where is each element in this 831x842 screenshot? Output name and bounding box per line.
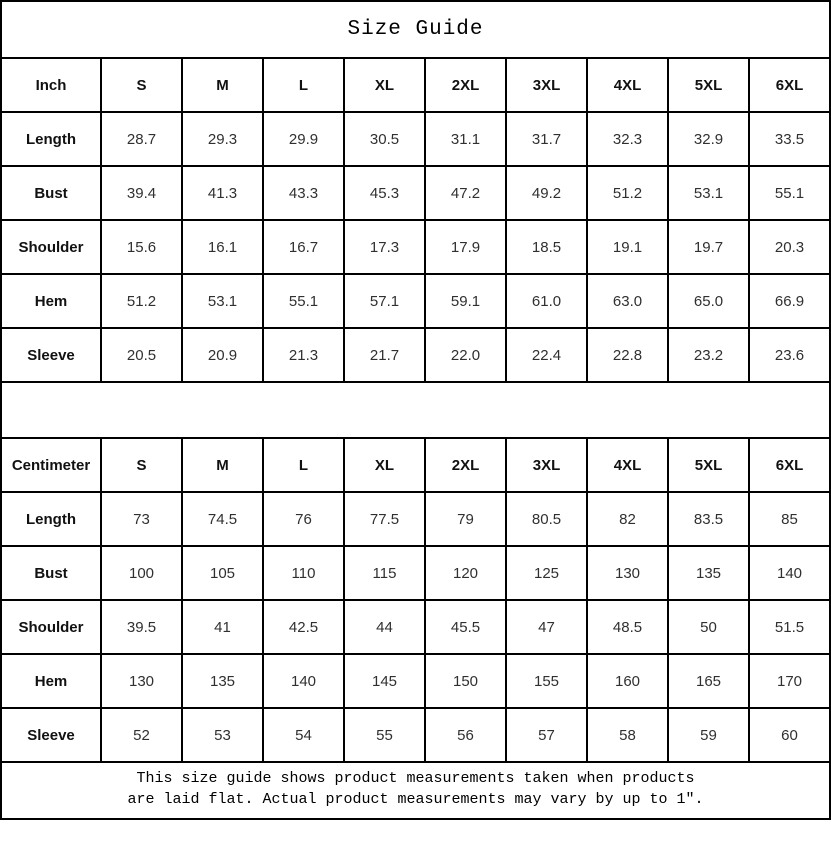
measurement-cell: 74.5	[182, 492, 263, 546]
table-row	[1, 328, 830, 382]
footnote-line-1: This size guide shows product measurements taken when products	[136, 770, 695, 787]
measurement-cell: 53.1	[182, 274, 263, 328]
size-column-header: 6XL	[749, 438, 830, 492]
measurement-cell: 135	[182, 654, 263, 708]
measurement-cell: 45.3	[344, 166, 425, 220]
size-column-header: S	[101, 438, 182, 492]
size-column-header: M	[182, 438, 263, 492]
measurement-cell: 150	[425, 654, 506, 708]
measurement-cell: 47	[506, 600, 587, 654]
size-column-header: XL	[344, 438, 425, 492]
measurement-cell: 59	[668, 708, 749, 762]
measurement-cell: 20.9	[182, 328, 263, 382]
measurement-cell: 23.6	[749, 328, 830, 382]
measurement-cell: 54	[263, 708, 344, 762]
measurement-cell: 85	[749, 492, 830, 546]
measure-row-label: Sleeve	[1, 708, 101, 762]
table-row	[1, 600, 830, 654]
size-column-header: 4XL	[587, 58, 668, 112]
measurement-cell: 47.2	[425, 166, 506, 220]
measure-row-label: Hem	[1, 654, 101, 708]
size-column-header: 5XL	[668, 438, 749, 492]
measurement-cell: 57.1	[344, 274, 425, 328]
measurement-cell: 52	[101, 708, 182, 762]
measurement-cell: 32.9	[668, 112, 749, 166]
measurement-cell: 51.5	[749, 600, 830, 654]
measurement-cell: 18.5	[506, 220, 587, 274]
measure-row-label: Sleeve	[1, 328, 101, 382]
header-row	[1, 438, 830, 492]
measurement-cell: 48.5	[587, 600, 668, 654]
measure-row-label: Shoulder	[1, 220, 101, 274]
measurement-cell: 29.9	[263, 112, 344, 166]
measure-row-label: Bust	[1, 546, 101, 600]
measurement-cell: 21.7	[344, 328, 425, 382]
measurement-cell: 130	[587, 546, 668, 600]
measurement-cell: 100	[101, 546, 182, 600]
measurement-cell: 33.5	[749, 112, 830, 166]
measurement-cell: 135	[668, 546, 749, 600]
size-column-header: S	[101, 58, 182, 112]
table-row	[1, 546, 830, 600]
measurement-cell: 65.0	[668, 274, 749, 328]
unit-header-cell: Centimeter	[1, 438, 101, 492]
measure-row-label: Length	[1, 112, 101, 166]
measurement-cell: 17.3	[344, 220, 425, 274]
measurement-cell: 56	[425, 708, 506, 762]
measurement-cell: 145	[344, 654, 425, 708]
measurement-cell: 160	[587, 654, 668, 708]
measurement-cell: 44	[344, 600, 425, 654]
measurement-cell: 83.5	[668, 492, 749, 546]
size-column-header: 3XL	[506, 58, 587, 112]
measurement-cell: 19.1	[587, 220, 668, 274]
measure-row-label: Shoulder	[1, 600, 101, 654]
measurement-cell: 58	[587, 708, 668, 762]
footnote-line-2: are laid flat. Actual product measurements may vary by up to 1″.	[127, 791, 704, 808]
measure-row-label: Hem	[1, 274, 101, 328]
measure-row-label: Bust	[1, 166, 101, 220]
table-row	[1, 708, 830, 762]
measurement-cell: 20.3	[749, 220, 830, 274]
measurement-cell: 29.3	[182, 112, 263, 166]
measurement-cell: 41	[182, 600, 263, 654]
measurement-cell: 23.2	[668, 328, 749, 382]
table-row	[1, 112, 830, 166]
header-row	[1, 58, 830, 112]
measurement-cell: 19.7	[668, 220, 749, 274]
measurement-cell: 22.0	[425, 328, 506, 382]
measurement-cell: 55	[344, 708, 425, 762]
measurement-cell: 165	[668, 654, 749, 708]
size-column-header: 2XL	[425, 58, 506, 112]
unit-header-cell: Inch	[1, 58, 101, 112]
measurement-cell: 120	[425, 546, 506, 600]
measurement-cell: 73	[101, 492, 182, 546]
measurement-cell: 17.9	[425, 220, 506, 274]
page-title: Size Guide	[0, 0, 831, 57]
measurement-cell: 125	[506, 546, 587, 600]
size-column-header: 3XL	[506, 438, 587, 492]
table-row	[1, 274, 830, 328]
measurement-cell: 140	[263, 654, 344, 708]
measurement-cell: 22.4	[506, 328, 587, 382]
centimeter-size-table	[0, 437, 831, 763]
measurement-cell: 170	[749, 654, 830, 708]
table-spacer	[0, 383, 831, 437]
inch-size-table	[0, 57, 831, 383]
measurement-cell: 80.5	[506, 492, 587, 546]
measurement-cell: 61.0	[506, 274, 587, 328]
measurement-cell: 39.4	[101, 166, 182, 220]
measurement-cell: 105	[182, 546, 263, 600]
size-column-header: 5XL	[668, 58, 749, 112]
measurement-cell: 31.7	[506, 112, 587, 166]
measure-row-label: Length	[1, 492, 101, 546]
measurement-cell: 30.5	[344, 112, 425, 166]
measurement-cell: 59.1	[425, 274, 506, 328]
measurement-cell: 49.2	[506, 166, 587, 220]
measurement-cell: 110	[263, 546, 344, 600]
measurement-cell: 45.5	[425, 600, 506, 654]
measurement-cell: 60	[749, 708, 830, 762]
measurement-cell: 55.1	[263, 274, 344, 328]
measurement-cell: 82	[587, 492, 668, 546]
measurement-cell: 76	[263, 492, 344, 546]
measurement-cell: 140	[749, 546, 830, 600]
measurement-cell: 63.0	[587, 274, 668, 328]
measurement-cell: 21.3	[263, 328, 344, 382]
size-column-header: 6XL	[749, 58, 830, 112]
measurement-cell: 42.5	[263, 600, 344, 654]
measurement-cell: 16.7	[263, 220, 344, 274]
measurement-cell: 50	[668, 600, 749, 654]
measurement-cell: 77.5	[344, 492, 425, 546]
measurement-cell: 32.3	[587, 112, 668, 166]
size-column-header: XL	[344, 58, 425, 112]
table-row	[1, 492, 830, 546]
measurement-cell: 57	[506, 708, 587, 762]
measurement-cell: 16.1	[182, 220, 263, 274]
size-column-header: L	[263, 58, 344, 112]
measurement-cell: 22.8	[587, 328, 668, 382]
size-column-header: 2XL	[425, 438, 506, 492]
measurement-cell: 41.3	[182, 166, 263, 220]
measurement-cell: 66.9	[749, 274, 830, 328]
table-row	[1, 654, 830, 708]
measurement-cell: 15.6	[101, 220, 182, 274]
measurement-cell: 155	[506, 654, 587, 708]
measurement-cell: 115	[344, 546, 425, 600]
measurement-cell: 43.3	[263, 166, 344, 220]
measurement-cell: 51.2	[587, 166, 668, 220]
size-column-header: L	[263, 438, 344, 492]
measurement-cell: 31.1	[425, 112, 506, 166]
measurement-cell: 20.5	[101, 328, 182, 382]
measurement-cell: 79	[425, 492, 506, 546]
measurement-cell: 55.1	[749, 166, 830, 220]
table-row	[1, 220, 830, 274]
measurement-cell: 51.2	[101, 274, 182, 328]
measurement-cell: 53.1	[668, 166, 749, 220]
size-column-header: M	[182, 58, 263, 112]
table-row	[1, 166, 830, 220]
measurement-cell: 130	[101, 654, 182, 708]
measurement-cell: 53	[182, 708, 263, 762]
footnote	[0, 763, 831, 820]
measurement-cell: 28.7	[101, 112, 182, 166]
size-column-header: 4XL	[587, 438, 668, 492]
measurement-cell: 39.5	[101, 600, 182, 654]
